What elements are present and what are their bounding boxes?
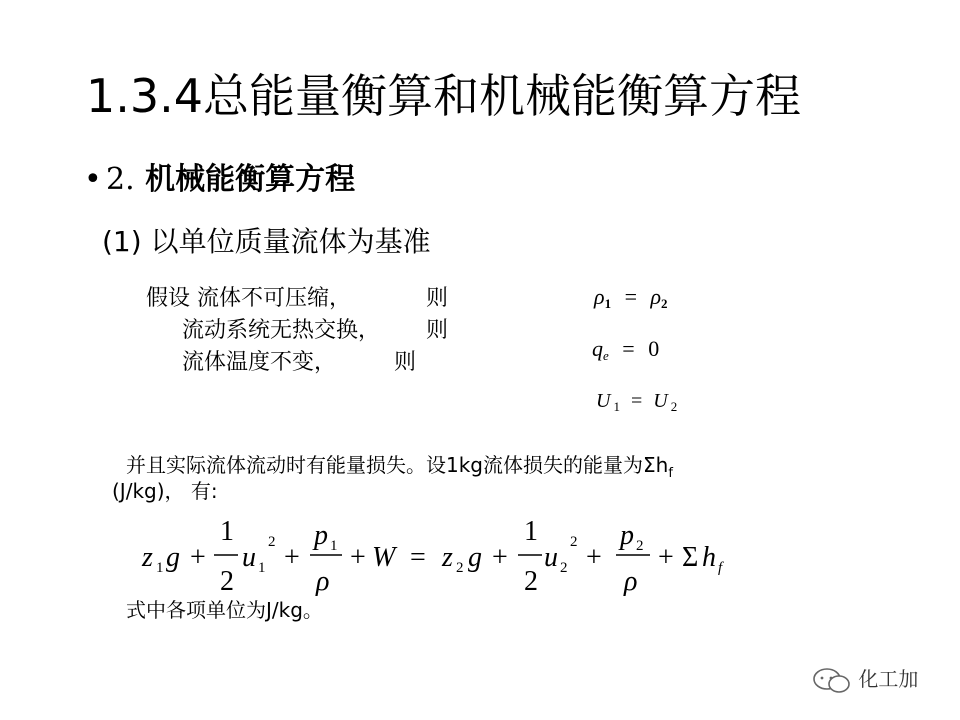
svg-text:ρ: ρ (624, 566, 638, 597)
assumption-2 (182, 316, 449, 346)
assumption-condition: 流动系统无热交换， (182, 318, 381, 343)
svg-text:2: 2 (636, 538, 644, 554)
assumption-then: 则 (426, 286, 449, 311)
slide-title: 1.3.4总能量衡算和机械能衡算方程 (86, 69, 802, 123)
energy-loss-unit: (J/kg)， 有: (112, 479, 218, 503)
svg-text:2: 2 (524, 566, 538, 597)
svg-text:f: f (718, 560, 723, 576)
svg-text:h: h (702, 542, 716, 573)
assumption-then: 则 (394, 350, 417, 375)
svg-text:1: 1 (258, 560, 266, 576)
assumption-3 (182, 348, 417, 378)
svg-text:W: W (372, 542, 396, 573)
unit-note: 式中各项单位为J/kg。 (126, 598, 323, 622)
svg-text:2: 2 (220, 566, 234, 597)
assumption-1 (146, 284, 449, 314)
svg-text:z: z (142, 542, 153, 573)
assumption-condition: 流体温度不变， (182, 350, 337, 375)
svg-text:z: z (442, 542, 453, 573)
svg-text:1: 1 (220, 516, 234, 547)
svg-text:+: + (492, 542, 508, 573)
bullet-icon: • (84, 162, 102, 197)
svg-text:ρ: ρ (316, 566, 330, 597)
watermark-text: 化工加 (858, 667, 919, 691)
subheading: (1) 以单位质量流体为基准 (102, 225, 431, 258)
svg-text:+: + (586, 542, 602, 573)
svg-text:1: 1 (330, 538, 338, 554)
svg-text:p: p (314, 520, 328, 551)
svg-text:Σ: Σ (682, 542, 699, 573)
svg-text:1: 1 (524, 516, 538, 547)
svg-text:+: + (658, 542, 674, 573)
svg-text:u: u (242, 542, 256, 573)
watermark (812, 666, 918, 694)
section-number: 2. (106, 162, 135, 197)
svg-text:=: = (410, 542, 426, 573)
assumption-then: 则 (426, 318, 449, 343)
mechanical-energy-equation (138, 510, 758, 600)
svg-text:u: u (544, 542, 558, 573)
section-heading (106, 160, 355, 200)
svg-text:p: p (620, 520, 634, 551)
svg-text:1: 1 (156, 560, 164, 576)
result-heat: $q_e = 0$ (592, 336, 660, 363)
svg-text:+: + (284, 542, 300, 573)
wechat-icon (812, 668, 852, 694)
svg-text:+: + (350, 542, 366, 573)
svg-text:+: + (190, 542, 206, 573)
svg-text:2: 2 (268, 534, 276, 550)
svg-text:2: 2 (560, 560, 568, 576)
svg-text:g: g (166, 542, 180, 573)
energy-loss-paragraph: 并且实际流体流动时有能量损失。设1kg流体损失的能量为$\Sigma h_f$ (126, 453, 673, 481)
svg-text:g: g (468, 542, 482, 573)
svg-text:2: 2 (456, 560, 464, 576)
svg-text:2: 2 (570, 534, 578, 550)
result-internal-energy: U $_1$ = U $_2$ (596, 390, 678, 414)
section-heading-text: 机械能衡算方程 (145, 162, 356, 197)
assumption-condition: 假设 流体不可压缩， (146, 286, 351, 311)
result-density: $\rho_1 = \rho_2$ (594, 284, 668, 311)
